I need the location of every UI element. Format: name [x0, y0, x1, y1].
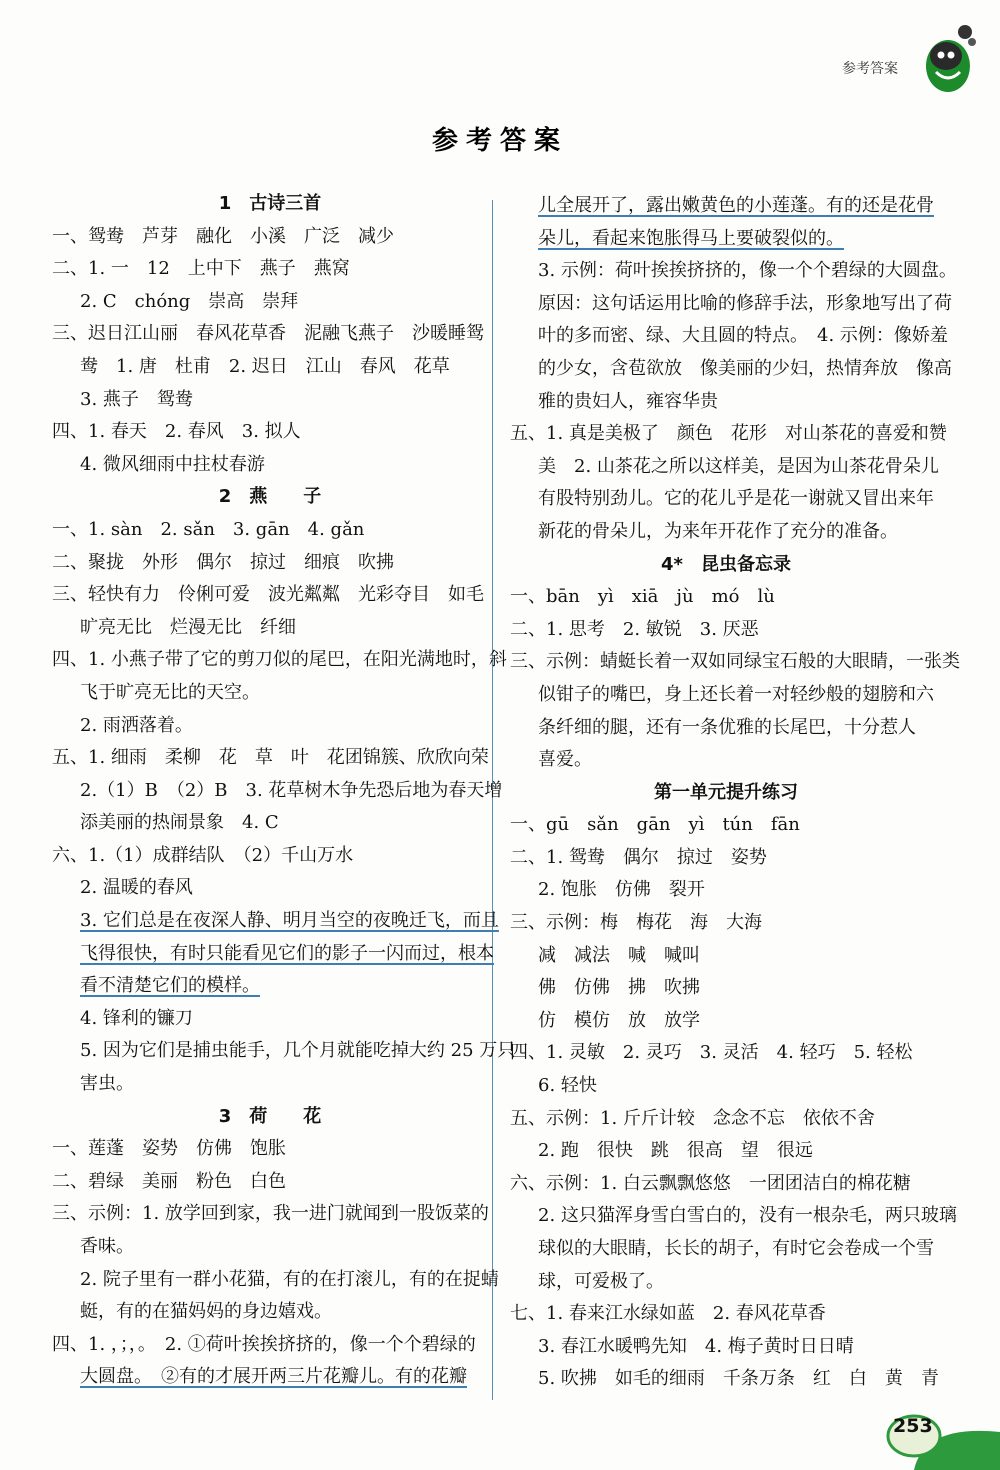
answer-text: 4. 微风细雨中拄杖春游: [80, 453, 265, 475]
answer-text: 四、1. 灵敏 2. 灵巧 3. 灵活 4. 轻巧 5. 轻松: [510, 1042, 913, 1064]
answer-line: [52, 938, 494, 971]
header-section-label: 参考答案: [842, 61, 898, 77]
answer-text: 球，可爱极了。: [538, 1270, 664, 1292]
answer-line: [510, 874, 942, 907]
answer-line: [52, 742, 488, 775]
answer-text: 一、莲蓬 姿势 仿佛 饱胀: [52, 1138, 286, 1160]
answer-text: 似钳子的嘴巴，身上还长着一对轻纱般的翅膀和六: [538, 683, 934, 705]
mascot-icon: [918, 20, 980, 100]
answer-text: 1 古诗三首: [218, 193, 322, 214]
answer-text: 二、1. 一 12 上中下 燕子 燕窝: [52, 258, 350, 280]
answer-line: [52, 1166, 488, 1199]
answer-line: [52, 807, 488, 840]
answer-line: [52, 677, 488, 710]
answer-line: [52, 1198, 488, 1231]
answer-text: 五、1. 真是美极了 颜色 花形 对山茶花的喜爱和赞: [510, 423, 947, 445]
answer-text: 五、1. 细雨 柔柳 花 草 叶 花团锦簇、欣欣向荣: [52, 747, 489, 769]
answer-text: 雅的贵妇人，雍容华贵: [538, 390, 718, 412]
answer-text: 2. 温暖的春风: [80, 877, 193, 899]
answer-line: [52, 644, 507, 677]
answer-line: [52, 1264, 499, 1297]
answer-text: 2. 跑 很快 跳 很高 望 很远: [538, 1140, 813, 1162]
answer-line: [510, 809, 942, 842]
answer-text: 四、1. 小燕子带了它的剪刀似的尾巴，在阳光满地时，斜: [52, 649, 507, 671]
answer-text: 佛 仿佛 拂 吹拂: [538, 977, 700, 999]
answer-text: 二、聚拢 外形 偶尔 掠过 细痕 吹拂: [52, 551, 394, 573]
answer-line: [510, 223, 942, 256]
answer-line: [510, 483, 942, 516]
answer-line: [510, 386, 942, 419]
answer-line: [510, 1298, 942, 1331]
answer-text: 一、gū sǎn gān yì tún fān: [510, 814, 800, 836]
answer-line: [510, 940, 942, 973]
answer-line: [510, 907, 942, 940]
answer-line: [52, 384, 488, 417]
answer-text: 一、bān yì xiā jù mó lù: [510, 586, 775, 608]
answer-line: [52, 286, 488, 319]
answer-line: [510, 288, 952, 321]
left-column: [52, 188, 516, 1394]
page-title: 参考答案: [431, 126, 568, 156]
answer-text: 球似的大眼睛，长长的胡子，有时它会卷成一个雪: [538, 1238, 934, 1259]
answer-text: 3. 燕子 鸳鸯: [80, 388, 193, 410]
answer-line: [510, 1200, 957, 1233]
answer-text: 有股特别劲儿。它的花儿乎是花一谢就又冒出来年: [538, 488, 934, 510]
answer-text: 美 2. 山茶花之所以这样美，是因为山茶花骨朵儿: [538, 455, 939, 477]
answer-line: [52, 1068, 488, 1101]
answer-text: 2. 这只猫浑身雪白雪白的，没有一根杂毛，两只玻璃: [538, 1205, 957, 1227]
answer-text: 喜爱。: [538, 749, 592, 771]
answer-line: [52, 1329, 488, 1362]
answer-text: 3 荷 花: [218, 1105, 322, 1127]
answer-line: [510, 1070, 942, 1103]
answer-line: [510, 1135, 942, 1168]
answer-line: [510, 581, 942, 614]
section-heading: [52, 481, 488, 514]
answer-text: 三、示例：蜻蜓长着一双如同绿宝石般的大眼睛，一张类: [510, 651, 960, 673]
answer-text: 一、1. sàn 2. sǎn 3. gān 4. gǎn: [52, 518, 365, 540]
answer-line: [52, 547, 488, 580]
answer-text: 六、1.（1）成群结队 （2）千山万水: [52, 844, 354, 866]
answer-line: [52, 840, 488, 873]
answer-line: [510, 1266, 942, 1299]
answer-text: 仿 模仿 放 放学: [538, 1009, 700, 1031]
answer-line: [52, 221, 488, 254]
answer-text: 三、迟日江山丽 春风花草香 泥融飞燕子 沙暖睡鸳: [52, 323, 484, 345]
answer-text: 减 减法 喊 喊叫: [538, 944, 700, 966]
answer-text: 5. 因为它们是捕虫能手，几个月就能吃掉大约 25 万只: [80, 1040, 516, 1062]
answer-line: [52, 351, 488, 384]
answer-line: [510, 646, 960, 679]
answer-line: [510, 679, 942, 712]
answer-text: 3. 它们总是在夜深人静、明月当空的夜晚迁飞，而且: [80, 910, 499, 932]
answer-text: 条纤细的腿，还有一条优雅的长尾巴，十分惹人: [538, 716, 916, 738]
answer-text: 二、1. 思考 2. 敏锐 3. 厌恶: [510, 618, 759, 640]
answer-line: [510, 1005, 942, 1038]
answer-line: [510, 255, 957, 288]
section-heading: [510, 549, 942, 582]
answer-line: [52, 905, 499, 938]
answer-text: 原因：这句话运用比喻的修辞手法，形象地写出了荷: [538, 292, 952, 314]
answer-text: 2.（1）B （2）B 3. 花草树木争先恐后地为春天增: [80, 779, 503, 801]
answer-line: [510, 353, 952, 386]
answer-line: [52, 449, 488, 482]
answer-line: [510, 712, 942, 745]
answer-line: [510, 1103, 942, 1136]
answer-line: [510, 1037, 942, 1070]
answer-text: 3. 示例：荷叶挨挨挤挤的，像一个个碧绿的大圆盘。: [538, 260, 957, 282]
answer-line: [510, 744, 942, 777]
answer-line: [52, 710, 488, 743]
answer-text: 朵儿，看起来饱胀得马上要破裂似的。: [538, 227, 844, 249]
answer-line: [52, 872, 488, 905]
section-heading: [510, 777, 942, 810]
answer-text: 二、1. 鸳鸯 偶尔 掠过 姿势: [510, 846, 767, 868]
answer-line: [52, 1231, 488, 1264]
answer-line: [510, 1233, 942, 1266]
answer-text: 害虫。: [80, 1073, 134, 1095]
page-number: 253: [893, 1415, 933, 1437]
answer-text: 三、轻快有力 伶俐可爱 波光粼粼 光彩夺目 如毛: [52, 584, 484, 606]
right-column: [510, 190, 960, 1396]
section-heading: [52, 1101, 488, 1134]
answer-line: [52, 1035, 516, 1068]
answer-text: 5. 吹拂 如毛的细雨 千条万条 红 白 黄 青: [538, 1368, 939, 1390]
answer-text: 五、示例：1. 斤斤计较 念念不忘 依依不舍: [510, 1107, 875, 1129]
answer-line: [52, 1361, 488, 1394]
answer-text: 儿全展开了，露出嫩黄色的小莲蓬。有的还是花骨: [538, 195, 934, 216]
answer-text: 四、1. 春天 2. 春风 3. 拟人: [52, 421, 301, 443]
answer-line: [510, 1331, 942, 1364]
answer-line: [510, 418, 947, 451]
answer-text: 2. C chóng 崇高 崇拜: [80, 290, 299, 312]
answer-text: 三、示例：1. 放学回到家，我一进门就闻到一股饭菜的: [52, 1203, 489, 1225]
section-heading: [52, 188, 488, 221]
answer-text: 4* 昆虫备忘录: [661, 553, 791, 575]
answer-text: 4. 锋利的镰刀: [80, 1007, 193, 1029]
answer-line: [510, 1168, 942, 1201]
answer-line: [52, 416, 488, 449]
answer-text: 飞于旷亮无比的天空。: [80, 681, 260, 703]
answer-text: 的少女，含苞欲放 像美丽的少妇，热情奔放 像高: [538, 357, 952, 379]
answer-line: [510, 1363, 942, 1396]
answer-line: [510, 842, 942, 875]
answer-line: [510, 516, 942, 549]
answer-line: [52, 1296, 488, 1329]
answer-text: 添美丽的热闹景象 4. C: [80, 812, 279, 834]
answer-text: 旷亮无比 烂漫无比 纤细: [80, 616, 296, 638]
answer-line: [52, 775, 503, 808]
answer-line: [52, 970, 488, 1003]
answer-text: 2. 饱胀 仿佛 裂开: [538, 879, 705, 901]
answer-line: [52, 579, 488, 612]
answer-text: 鸯 1. 唐 杜甫 2. 迟日 江山 春风 花草: [80, 355, 450, 377]
answer-text: 2. 雨洒落着。: [80, 714, 193, 736]
answer-text: 新花的骨朵儿，为来年开花作了充分的准备。: [538, 520, 898, 542]
answer-line: [52, 253, 488, 286]
answer-line: [510, 190, 942, 223]
answer-text: 叶的多而密、绿、大且圆的特点。 4. 示例：像娇羞: [538, 325, 948, 347]
answer-text: 二、碧绿 美丽 粉色 白色: [52, 1170, 286, 1192]
answer-text: 六、示例：1. 白云飘飘悠悠 一团团洁白的棉花糖: [510, 1172, 911, 1194]
answer-text: 第一单元提升练习: [654, 781, 798, 803]
answer-line: [510, 451, 942, 484]
answer-text: 3. 春江水暖鸭先知 4. 梅子黄时日日晴: [538, 1335, 854, 1357]
answer-line: [52, 1003, 488, 1036]
answer-text: 2. 院子里有一群小花猫，有的在打滚儿，有的在捉蜻: [80, 1268, 499, 1290]
answer-line: [52, 612, 488, 645]
answer-text: 2 燕 子: [218, 486, 322, 508]
answer-text: 香味。: [80, 1236, 134, 1257]
answer-line: [510, 972, 942, 1005]
answer-text: 大圆盘。 ②有的才展开两三片花瓣儿。有的花瓣: [80, 1366, 467, 1388]
answer-text: 一、鸳鸯 芦芽 融化 小溪 广泛 减少: [52, 225, 394, 247]
answer-line: [510, 614, 942, 647]
answer-text: 三、示例：梅 梅花 海 大海: [510, 912, 762, 934]
answer-line: [510, 320, 948, 353]
answer-text: 6. 轻快: [538, 1075, 597, 1097]
answer-text: 看不清楚它们的模样。: [80, 975, 260, 997]
answer-text: 蜓，有的在猫妈妈的身边嬉戏。: [80, 1301, 332, 1323]
answer-line: [52, 318, 488, 351]
answer-line: [52, 514, 488, 547]
answer-text: 飞得很快，有时只能看见它们的影子一闪而过，根本: [80, 942, 494, 964]
answer-text: 四、1. ，；，。 2. ①荷叶挨挨挤挤的，像一个个碧绿的: [52, 1333, 476, 1355]
answer-line: [52, 1133, 488, 1166]
answer-text: 七、1. 春来江水绿如蓝 2. 春风花草香: [510, 1303, 826, 1325]
